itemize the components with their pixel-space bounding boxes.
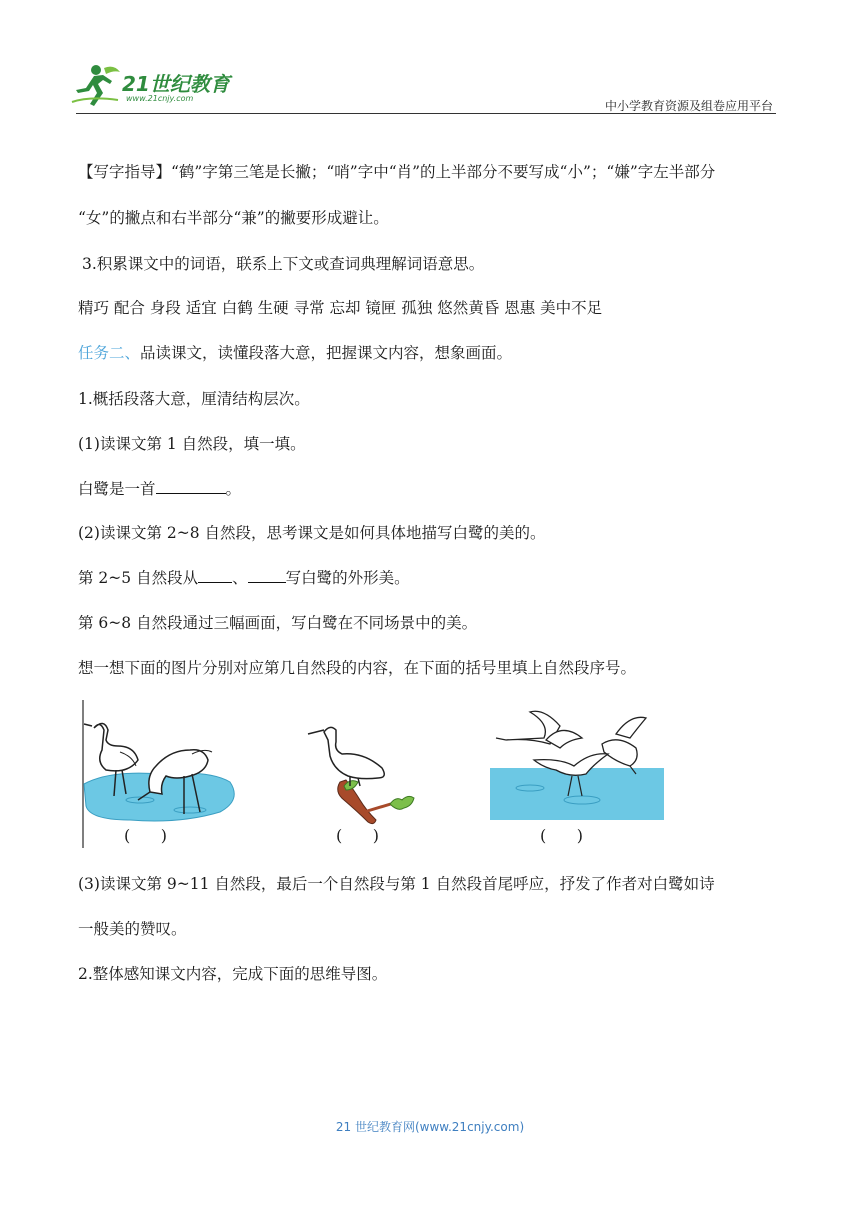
answer-blank[interactable]: [156, 479, 226, 494]
page-header: [0, 0, 860, 120]
answer-paren-2[interactable]: ( ): [336, 826, 379, 845]
runner-logo-icon: [70, 62, 126, 108]
egrets-flying-picture: [490, 704, 664, 820]
logo-url: www.21cnjy.com: [126, 94, 194, 103]
question-1-1-fill: [78, 479, 241, 499]
question-1-2: (2)读课文第 2~8 自然段，思考课文是如何具体地描写白鹭的美的。: [78, 524, 546, 542]
item-3: 3.积累课文中的词语，联系上下文或查词典理解词语意思。: [82, 255, 485, 273]
fill-suffix: 写白鹭的外形美。: [285, 569, 410, 587]
header-divider: [76, 113, 776, 114]
question-1-2-fill: [78, 568, 410, 588]
footer-link[interactable]: 21 世纪教育网(www.21cnjy.com): [335, 1120, 525, 1134]
question-1-3-line-2: 一般美的赞叹。: [78, 920, 187, 938]
answer-paren-3[interactable]: ( ): [540, 826, 583, 845]
platform-tagline: 中小学教育资源及组卷应用平台: [604, 99, 773, 113]
question-1-2-instruction: 想一想下面的图片分别对应第几自然段的内容，在下面的括号里填上自然段序号。: [78, 659, 637, 677]
answer-blank[interactable]: [248, 568, 286, 583]
logo-title: 21世纪教育: [122, 72, 230, 96]
task-2-text: 品读课文，读懂段落大意，把握课文内容，想象画面。: [140, 344, 513, 362]
answer-blank[interactable]: [198, 568, 232, 583]
fill-separator: 、: [232, 569, 248, 587]
task-2-heading: [78, 343, 512, 363]
write-guide-line-2: “女”的撇点和右半部分“兼”的撇要形成避让。: [78, 209, 389, 227]
fill-prefix: 第 2~5 自然段从: [78, 569, 199, 587]
fill-suffix: 。: [225, 480, 242, 498]
task-2-label: 任务二、: [78, 344, 141, 362]
question-1-2-scenes: 第 6~8 自然段通过三幅画面，写白鹭在不同场景中的美。: [78, 614, 478, 632]
egret-on-branch-picture: [304, 716, 422, 828]
write-guide-line-1: 【写字指导】“鹤”字第三笔是长撇；“哨”字中“肖”的上半部分不要写成“小”；“嫌”字左半部分: [78, 163, 716, 181]
question-1-1: (1)读课文第 1 自然段，填一填。: [78, 435, 306, 453]
fill-prefix: 白鹭是一首: [78, 480, 156, 498]
question-2: 2.整体感知课文内容，完成下面的思维导图。: [78, 965, 388, 983]
site-logo: [70, 62, 270, 110]
answer-paren-1[interactable]: ( ): [124, 826, 167, 845]
question-1: 1.概括段落大意，厘清结构层次。: [78, 390, 310, 408]
vocabulary-list: 精巧 配合 身段 适宜 白鹤 生硬 寻常 忘却 镜匣 孤独 悠然黄昏 恩惠 美中不足: [78, 299, 603, 317]
question-1-3-line-1: (3)读课文第 9~11 自然段，最后一个自然段与第 1 自然段首尾呼应，抒发了作者对白鹭如诗: [78, 875, 715, 893]
